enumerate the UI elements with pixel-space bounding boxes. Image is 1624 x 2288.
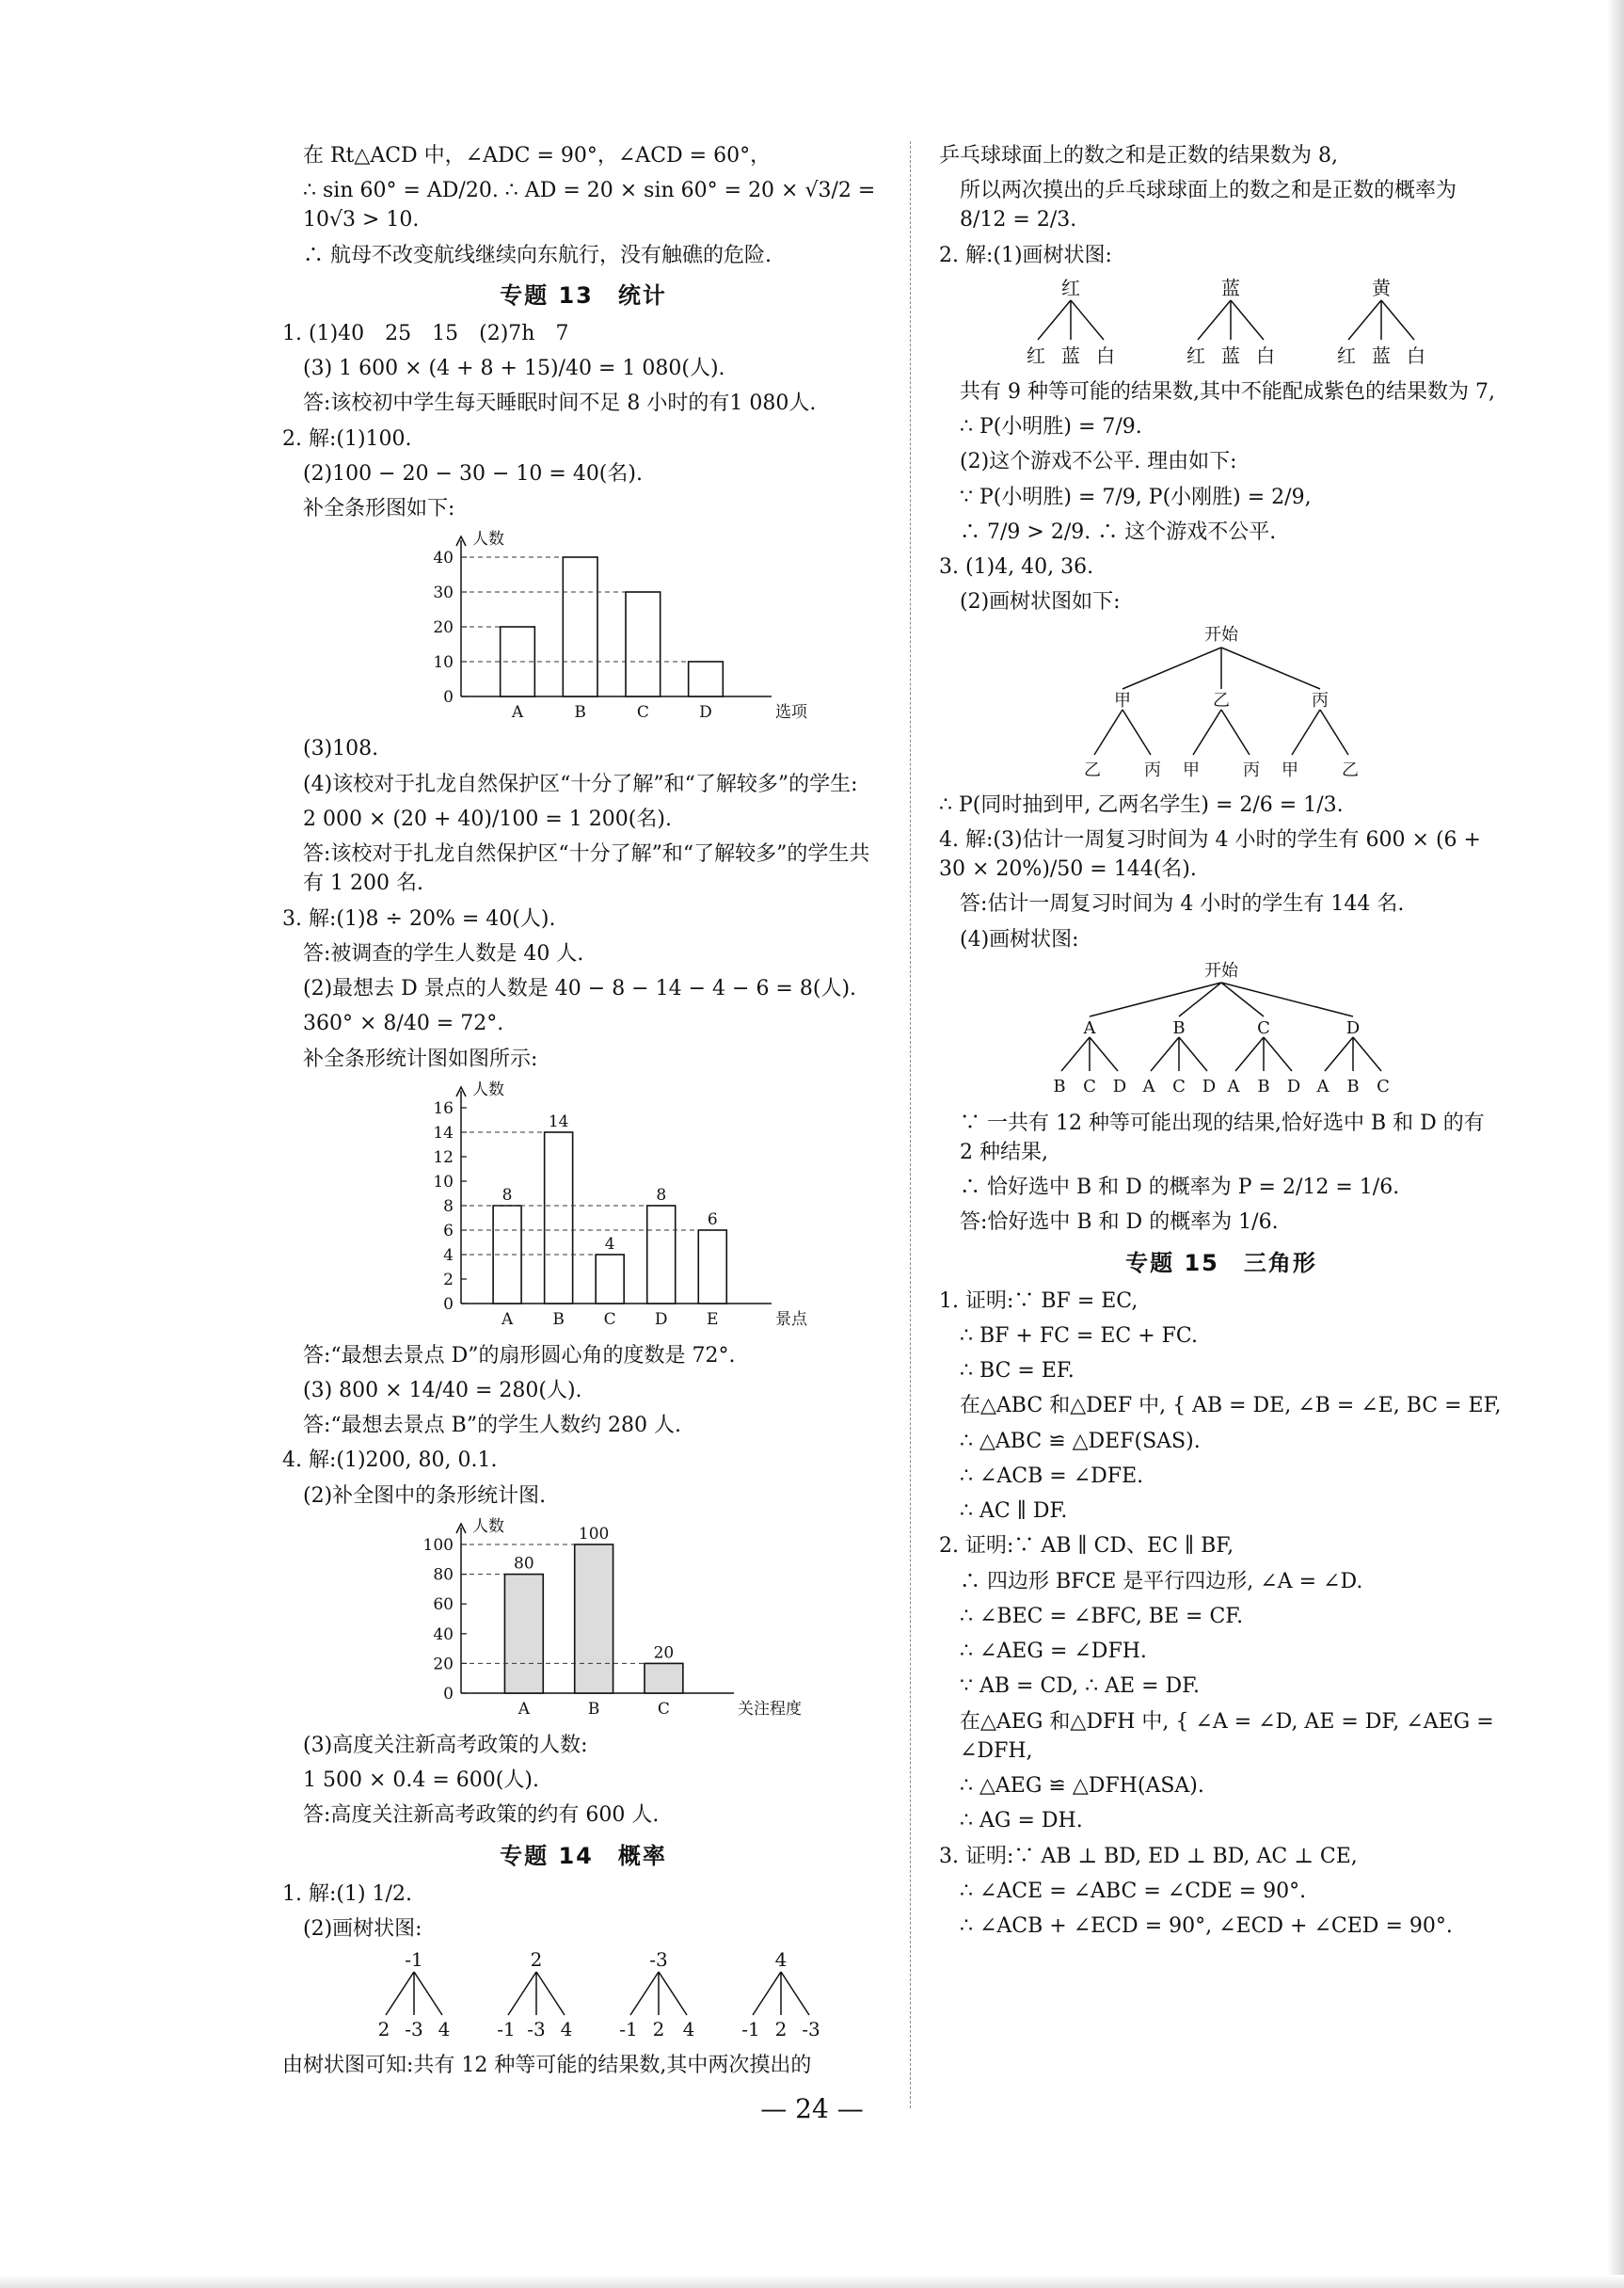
text-line: 答:高度关注新高考政策的约有 600 人.: [303, 1803, 660, 1828]
tree-diagram-abcd: [939, 960, 1504, 1101]
x-tick-label: B: [552, 1309, 565, 1329]
text-line: 答:该校对于扎龙自然保护区“十分了解”和“了解较多”的学生共有 1 200 名.: [303, 842, 870, 896]
text-line: 3. (1)4, 40, 36.: [939, 555, 1094, 580]
text-line: ∴ sin 60° = AD/20. ∴ AD = 20 × sin 60° = 20 × √3/2 = 10√3 > 10.: [303, 179, 876, 232]
text-line: 1. (1)40 25 15 (2)7h 7: [282, 322, 569, 346]
bar: [647, 1206, 676, 1304]
bar-chart-attention: [282, 1516, 884, 1723]
tree-leaf: -1: [741, 2018, 760, 2041]
tree-node: 甲: [1114, 690, 1131, 711]
bar: [504, 1575, 543, 1693]
y-tick-label: 20: [433, 1655, 454, 1674]
paper-edge: [1607, 0, 1624, 2288]
y-tick-label: 100: [422, 1535, 454, 1555]
y-tick-label: 30: [433, 584, 454, 603]
x-tick-label: A: [501, 1309, 514, 1329]
text-line: 2. 证明:∵ AB ∥ CD、EC ∥ BF,: [939, 1534, 1234, 1559]
y-tick-label: 10: [433, 653, 454, 673]
text-line: 在△ABC 和△DEF 中, { AB = DE, ∠B = ∠E, BC = EF,: [960, 1394, 1502, 1418]
text-line: ∴ 四边形 BFCE 是平行四边形, ∠A = ∠D.: [960, 1569, 1363, 1593]
text-line: 补全条形统计图如图所示:: [303, 1047, 538, 1071]
right-column: [939, 141, 1504, 1946]
tree-node: 乙: [1213, 690, 1230, 711]
tree-leaf: C: [1172, 1076, 1186, 1096]
tree-root: 开始: [1204, 960, 1238, 981]
tree-node: 4: [774, 1949, 788, 1972]
tree-leaf: D: [1112, 1076, 1127, 1096]
bar: [698, 1230, 726, 1304]
text-line: ∴ ∠ACB + ∠ECD = 90°, ∠ECD + ∠CED = 90°.: [960, 1913, 1453, 1938]
tree-leaf: D: [1202, 1076, 1217, 1096]
text-line: ∴ AG = DH.: [960, 1809, 1083, 1833]
text-line: 1 500 × 0.4 = 600(人).: [303, 1768, 539, 1793]
text-line: 3. 证明:∵ AB ⊥ BD, ED ⊥ BD, AC ⊥ CE,: [939, 1844, 1358, 1868]
x-tick-label: C: [657, 1699, 670, 1719]
text-line: 在△AEG 和△DFH 中, { ∠A = ∠D, AE = DF, ∠AEG = ∠DFH,: [960, 1709, 1494, 1763]
text-line: 1. 解:(1) 1/2.: [282, 1881, 412, 1906]
y-tick-label: 2: [443, 1270, 454, 1289]
y-axis-label: 人数: [472, 530, 504, 550]
text-line: 答:“最想去景点 B”的学生人数约 280 人.: [303, 1414, 682, 1438]
text-line: ∵ AB = CD, ∴ AE = DF.: [960, 1674, 1200, 1699]
tree-leaf: 蓝: [1221, 344, 1240, 367]
text-line: (3)高度关注新高考政策的人数:: [303, 1733, 588, 1757]
text-line: (4)画树状图:: [960, 927, 1079, 952]
bar: [563, 557, 597, 696]
text-line: 2. 解:(1)画树状图:: [939, 243, 1112, 267]
text-line: 3. 解:(1)8 ÷ 20% = 40(人).: [282, 906, 556, 931]
tree-leaf: 丙: [1144, 760, 1161, 780]
text-line: 答:该校初中学生每天睡眠时间不足 8 小时的有1 080人.: [303, 392, 817, 416]
y-tick-label: 14: [433, 1123, 454, 1143]
y-tick-label: 40: [433, 549, 454, 568]
text-line: (3) 1 600 × (4 + 8 + 15)/40 = 1 080(人).: [303, 357, 725, 381]
text-line: (2)补全图中的条形统计图.: [303, 1483, 547, 1508]
bar-chart-scenic-spots: [282, 1080, 884, 1334]
tree-leaf: A: [1316, 1076, 1329, 1096]
text-line: ∴ BC = EF.: [960, 1359, 1075, 1384]
y-tick-label: 40: [433, 1624, 454, 1644]
tree-leaf: B: [1257, 1076, 1270, 1096]
tree-leaf: 白: [1096, 344, 1115, 367]
data-label: 4: [604, 1234, 615, 1254]
column-divider: [910, 141, 911, 2108]
data-label: 80: [514, 1554, 534, 1574]
x-tick-label: B: [574, 703, 586, 723]
bar: [626, 592, 661, 696]
tree-leaf: -3: [405, 2018, 423, 2041]
tree-node: 红: [1061, 276, 1080, 299]
y-tick-label: 80: [433, 1565, 454, 1585]
text-line: 乒乓球球面上的数之和是正数的结果数为 8,: [939, 144, 1338, 168]
x-tick-label: D: [699, 703, 712, 723]
text-line: ∴ ∠AEG = ∠DFH.: [960, 1640, 1147, 1664]
x-tick-label: A: [517, 1699, 530, 1719]
data-label: 6: [707, 1209, 718, 1229]
text-line: (3)108.: [303, 737, 379, 761]
tree-leaf: 甲: [1183, 760, 1200, 780]
data-label: 100: [578, 1524, 610, 1544]
bar: [575, 1544, 613, 1693]
text-line: 补全条形图如下:: [303, 497, 455, 521]
text-line: 答:恰好选中 B 和 D 的概率为 1/6.: [960, 1210, 1279, 1235]
text-line: 共有 9 种等可能的结果数,其中不能配成紫色的结果数为 7,: [960, 379, 1495, 404]
tree-leaf: 白: [1256, 344, 1275, 367]
data-label: 8: [502, 1185, 513, 1205]
y-tick-label: 4: [443, 1245, 454, 1265]
tree-node: C: [1257, 1017, 1270, 1038]
data-label: 14: [548, 1112, 569, 1131]
tree-leaf: D: [1286, 1076, 1301, 1096]
text-line: ∴ △AEG ≌ △DFH(ASA).: [960, 1774, 1204, 1799]
y-tick-label: 20: [433, 618, 454, 638]
tree-leaf: -3: [802, 2018, 820, 2041]
section-title-15: 专题 15 三角形: [1125, 1249, 1317, 1276]
tree-diagram-students: [939, 623, 1504, 783]
bar-chart-options: [282, 529, 884, 727]
tree-leaf: 红: [1337, 344, 1356, 367]
y-tick-label: 0: [443, 1684, 454, 1704]
page-number: — 24 —: [760, 2093, 864, 2124]
text-line: 由树状图可知:共有 12 种等可能的结果数,其中两次摸出的: [282, 2054, 812, 2078]
text-line: ∴ 7/9 > 2/9. ∴ 这个游戏不公平.: [960, 520, 1277, 544]
y-axis-label: 人数: [472, 1516, 504, 1536]
text-line: (3) 800 × 14/40 = 280(人).: [303, 1379, 582, 1402]
text-line: (2)这个游戏不公平. 理由如下:: [960, 450, 1237, 474]
y-tick-label: 0: [443, 688, 454, 708]
section-title-13: 专题 13 统计: [500, 281, 667, 309]
text-line: ∴ ∠ACB = ∠DFE.: [960, 1464, 1144, 1488]
tree-node: 蓝: [1221, 276, 1240, 299]
text-line: ∴ 恰好选中 B 和 D 的概率为 P = 2/12 = 1/6.: [960, 1176, 1400, 1200]
tree-node: 黄: [1372, 276, 1391, 299]
y-axis-label: 人数: [472, 1080, 504, 1099]
text-line: (2)画树状图如下:: [960, 590, 1121, 615]
tree-node: -1: [405, 1949, 423, 1972]
text-line: ∴ P(小明胜) = 7/9.: [960, 415, 1142, 440]
text-line: ∵ 一共有 12 种等可能出现的结果,恰好选中 B 和 D 的有 2 种结果,: [960, 1111, 1485, 1164]
y-tick-label: 0: [443, 1294, 454, 1314]
bar: [545, 1132, 573, 1304]
tree-leaf: 2: [652, 2018, 665, 2041]
tree-leaf: 蓝: [1061, 344, 1080, 367]
tree-leaf: 4: [438, 2018, 451, 2041]
tree-leaf: 2: [774, 2018, 788, 2041]
left-column: [282, 141, 884, 2086]
tree-node: B: [1172, 1017, 1186, 1038]
tree-leaf: 4: [560, 2018, 573, 2041]
tree-leaf: A: [1142, 1076, 1155, 1096]
text-line: 答:估计一周复习时间为 4 小时的学生有 144 名.: [960, 892, 1405, 917]
bar: [596, 1255, 624, 1304]
text-line: (2)最想去 D 景点的人数是 40 − 8 − 14 − 4 − 6 = 8(人).: [303, 977, 857, 1001]
text-line: 2. 解:(1)100.: [282, 426, 412, 451]
text-line: 4. 解:(3)估计一周复习时间为 4 小时的学生有 600 × (6 + 30 × 20%)/50 = 144(名).: [939, 827, 1481, 882]
y-tick-label: 10: [433, 1172, 454, 1192]
x-tick-label: B: [587, 1699, 600, 1719]
text-line: ∵ P(小明胜) = 7/9, P(小刚胜) = 2/9,: [960, 485, 1312, 509]
tree-leaf: C: [1083, 1076, 1096, 1096]
text-line: 1. 证明:∵ BF = EC,: [939, 1288, 1138, 1313]
tree-leaf: 红: [1186, 344, 1205, 367]
tree-diagram-colors: [939, 276, 1504, 370]
paper-bottom-edge: [0, 2275, 1624, 2288]
tree-node: -3: [649, 1949, 668, 1972]
text-line: 4. 解:(1)200, 80, 0.1.: [282, 1448, 498, 1473]
tree-leaf: 蓝: [1372, 344, 1391, 367]
tree-leaf: C: [1377, 1076, 1390, 1096]
data-label: 20: [653, 1643, 675, 1663]
x-axis-label: 关注程度: [738, 1699, 802, 1719]
text-line: 答:被调查的学生人数是 40 人.: [303, 941, 584, 966]
tree-leaf: 乙: [1342, 760, 1359, 780]
x-axis-label: 景点: [775, 1309, 807, 1329]
text-line: ∴ BF + FC = EC + FC.: [960, 1324, 1198, 1348]
tree-leaf: B: [1053, 1076, 1066, 1096]
y-tick-label: 16: [433, 1098, 454, 1118]
x-tick-label: E: [707, 1309, 719, 1329]
tree-diagram-numbers: [282, 1949, 884, 2043]
x-axis-label: 选项: [775, 703, 807, 723]
y-tick-label: 8: [443, 1196, 454, 1216]
text-line: ∴ 航母不改变航线继续向东航行，没有触礁的危险.: [303, 243, 772, 267]
tree-leaf: 丙: [1243, 760, 1260, 780]
text-line: ∴ ∠BEC = ∠BFC, BE = CF.: [960, 1604, 1244, 1628]
y-tick-label: 12: [433, 1147, 454, 1167]
tree-leaf: B: [1346, 1076, 1360, 1096]
tree-root: 开始: [1204, 624, 1238, 645]
tree-leaf: 甲: [1282, 760, 1298, 780]
text-line: (2)画树状图:: [303, 1916, 422, 1941]
tree-leaf: 白: [1407, 344, 1425, 367]
text-line: (2)100 − 20 − 30 − 10 = 40(名).: [303, 461, 643, 486]
bar: [689, 662, 724, 696]
tree-leaf: 红: [1027, 344, 1045, 367]
tree-leaf: 乙: [1084, 760, 1101, 780]
text-line: ∴ P(同时抽到甲, 乙两名学生) = 2/6 = 1/3.: [939, 792, 1344, 817]
tree-leaf: A: [1227, 1076, 1240, 1096]
text-line: ∴ ∠ACE = ∠ABC = ∠CDE = 90°.: [960, 1879, 1307, 1903]
tree-node: 2: [530, 1949, 543, 1972]
text-line: (4)该校对于扎龙自然保护区“十分了解”和“了解较多”的学生:: [303, 772, 858, 796]
data-label: 8: [656, 1185, 667, 1205]
text-line: 答:“最想去景点 D”的扇形圆心角的度数是 72°.: [303, 1343, 736, 1368]
text-line: 360° × 8/40 = 72°.: [303, 1012, 504, 1036]
tree-leaf: 4: [682, 2018, 695, 2041]
tree-leaf: -3: [527, 2018, 546, 2041]
text-line: ∴ AC ∥ DF.: [960, 1499, 1068, 1524]
x-tick-label: C: [636, 703, 649, 723]
text-line: 2 000 × (20 + 40)/100 = 1 200(名).: [303, 807, 672, 831]
text-line: 所以两次摸出的乒乓球球面上的数之和是正数的概率为 8/12 = 2/3.: [960, 179, 1457, 232]
y-tick-label: 6: [443, 1221, 454, 1240]
x-tick-label: C: [603, 1309, 616, 1329]
section-title-14: 专题 14 概率: [500, 1842, 667, 1869]
tree-node: D: [1345, 1017, 1361, 1038]
x-tick-label: D: [654, 1309, 668, 1329]
tree-node: 丙: [1312, 690, 1329, 711]
y-tick-label: 60: [433, 1595, 454, 1615]
tree-node: A: [1083, 1017, 1096, 1038]
tree-leaf: 2: [377, 2018, 390, 2041]
x-tick-label: A: [511, 703, 524, 723]
tree-leaf: -1: [619, 2018, 638, 2041]
tree-leaf: -1: [497, 2018, 516, 2041]
bar: [645, 1663, 683, 1693]
text-line: ∴ △ABC ≌ △DEF(SAS).: [960, 1429, 1201, 1453]
text-line: 在 Rt△ACD 中，∠ADC = 90°，∠ACD = 60°，: [303, 144, 772, 168]
